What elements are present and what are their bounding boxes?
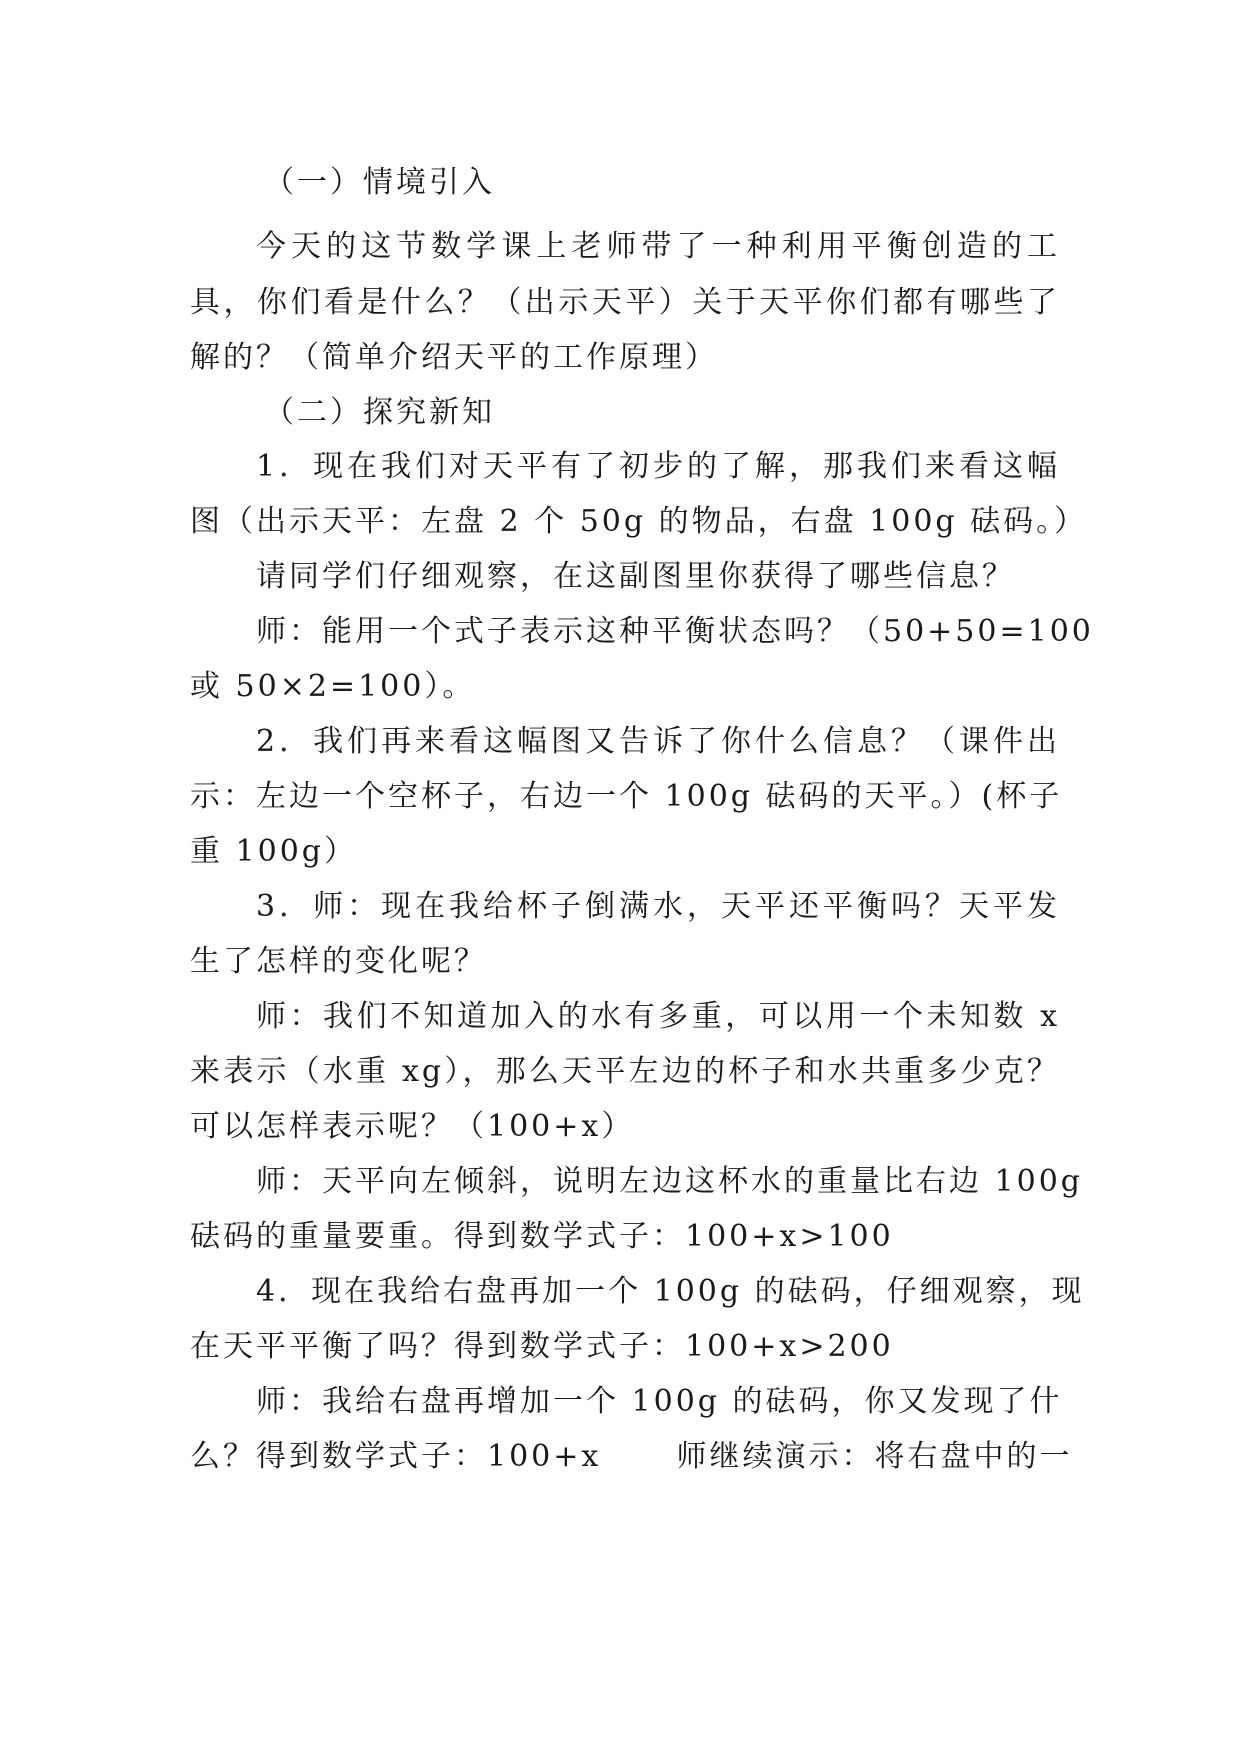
- paragraph-line: 示：左边一个空杯子，右边一个 100g 砝码的天平。）(杯子: [190, 779, 1063, 814]
- paragraph-line: 或 50×2=100）。: [190, 669, 476, 704]
- paragraph-line: 4．现在我给右盘再加一个 100g 的砝码，仔细观察，现: [256, 1274, 1085, 1309]
- paragraph-line: 3．师：现在我给杯子倒满水，天平还平衡吗？天平发: [256, 889, 1060, 924]
- paragraph-line: 来表示（水重 xg），那么天平左边的杯子和水共重多少克？: [190, 1054, 1060, 1089]
- paragraph-line: 2．我们再来看这幅图又告诉了你什么信息？（课件出: [256, 724, 1060, 759]
- paragraph-line: 可以怎样表示呢？（100+x）: [190, 1109, 635, 1144]
- paragraph-line: 师：天平向左倾斜，说明左边这杯水的重量比右边 100g: [256, 1164, 1084, 1199]
- paragraph-line: 么？得到数学式子：100+x 师继续演示：将右盘中的一: [190, 1439, 1073, 1474]
- paragraph-line: 师：能用一个式子表示这种平衡状态吗？（50+50=100: [256, 614, 1094, 649]
- paragraph-line: 生了怎样的变化呢？: [190, 944, 487, 979]
- section-heading-intro: （一）情境引入: [264, 165, 495, 200]
- paragraph-line: 师：我们不知道加入的水有多重，可以用一个未知数 x: [256, 999, 1060, 1034]
- paragraph-line: 请同学们仔细观察，在这副图里你获得了哪些信息？: [256, 559, 1015, 594]
- paragraph-line: 解的？（简单介绍天平的工作原理）: [190, 340, 718, 375]
- paragraph-line: 具，你们看是什么？（出示天平）关于天平你们都有哪些了: [190, 285, 1060, 320]
- paragraph-line: 1．现在我们对天平有了初步的了解，那我们来看这幅: [256, 449, 1060, 484]
- paragraph-line: 师：我给右盘再增加一个 100g 的砝码，你又发现了什: [256, 1384, 1063, 1419]
- paragraph-line: 重 100g）: [190, 834, 358, 869]
- paragraph-line: 今天的这节数学课上老师带了一种利用平衡创造的工: [256, 229, 1060, 264]
- paragraph-line: 在天平平衡了吗？得到数学式子：100+x>200: [190, 1329, 894, 1364]
- paragraph-line: 砝码的重量要重。得到数学式子：100+x>100: [190, 1219, 894, 1254]
- section-heading-explore: （二）探究新知: [264, 395, 495, 430]
- paragraph-line: 图（出示天平：左盘 2 个 50g 的物品，右盘 100g 砝码。）: [190, 504, 1088, 539]
